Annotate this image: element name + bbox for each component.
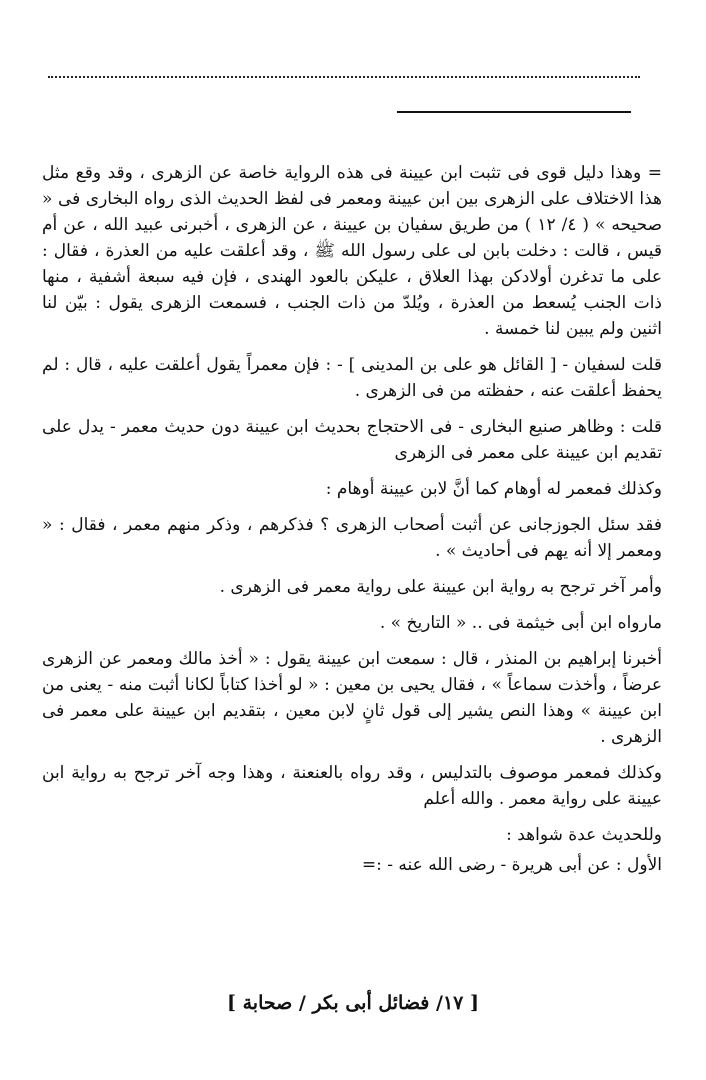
paragraph-1: = وهذا دليل قوى فى تثبت ابن عيينة فى هذه الرواية خاصة عن الزهرى ، وقد وقع مثل هذا الاختلاف على الزهرى بين ابن عيينة ومعمر فى لفظ الحديث الذى رواه البخارى فى « صحيحه » ( ٤/ ١٢ ) من طريق سفيان بن عيينة ، عن الزهرى ، أخبرنى عبيد الله ، عن أم قيس ، قالت : دخلت بابن لى على رسول الله ﷺ ، وقد أعلقت عليه من العذرة ، فقال : على ما تدغرن أولادكن بهذا العلاق ، عليكن بالعود الهندى ، فإن فيه سبعة أشفية ، منها ذات الجنب يُسعط من العذرة ، ويُلدّ من ذات الجنب ، فسمعت الزهرى يقول : بيّن لنا اثنين ولم يبين لنا خمسة . [42,163,663,339]
paragraph-2: قلت لسفيان - [ القائل هو على بن المدينى ] - : فإن معمراً يقول أعلقت عليه ، قال : لم يحفظ أعلقت عنه ، حفظته من فى الزهرى . [42,355,662,401]
paragraph-6: وأمر آخر ترجح به رواية ابن عيينة على رواية معمر فى الزهرى . [219,577,662,597]
paragraph-4: وكذلك فمعمر له أوهام كما أنَّ لابن عيينة أوهام : [325,479,662,499]
paragraph-3: قلت : وظاهر صنيع البخارى - فى الاحتجاج بحديث ابن عيينة دون حديث معمر - يدل على تقديم ابن عيينة على معمر فى الزهرى [42,417,662,463]
dotted-separator [48,76,640,78]
paragraph-11: الأول : عن أبى هريرة - رضى الله عنه - := [361,855,662,875]
footnote-rule [397,111,631,113]
paragraph-7: مارواه ابن أبى خيثمة فى .. « التاريخ » . [379,613,662,633]
paragraph-9: وكذلك فمعمر موصوف بالتدليس ، وقد رواه بالعنعنة ، وهذا وجه آخر ترجح به رواية ابن عيينة على رواية معمر . والله أعلم [42,763,662,809]
paragraph-10: وللحديث عدة شواهد : [506,825,662,845]
paragraph-8: أخبرنا إبراهيم بن المنذر ، قال : سمعت ابن عيينة يقول : « أخذ مالك ومعمر عن الزهرى عرضاً ، وأخذت سماعاً » ، فقال يحيى بن معين : « لو أخذا كتاباً لكانا أثبت منه - يعنى من ابن عيينة » وهذا النص يشير إلى قول ثانٍ لابن معين ، بتقديم ابن عيينة على معمر فى الزهرى . [42,649,662,747]
paragraph-5: فقد سئل الجوزجانى عن أثبت أصحاب الزهرى ؟ فذكرهم ، وذكر منهم معمر ، فقال : « ومعمر إلا أنه يهم فى أحاديث » . [42,515,662,561]
page-footer: [ ١٧/ فضائل أبى بكر / صحابة ] [227,992,479,1014]
page-body [42,160,662,882]
